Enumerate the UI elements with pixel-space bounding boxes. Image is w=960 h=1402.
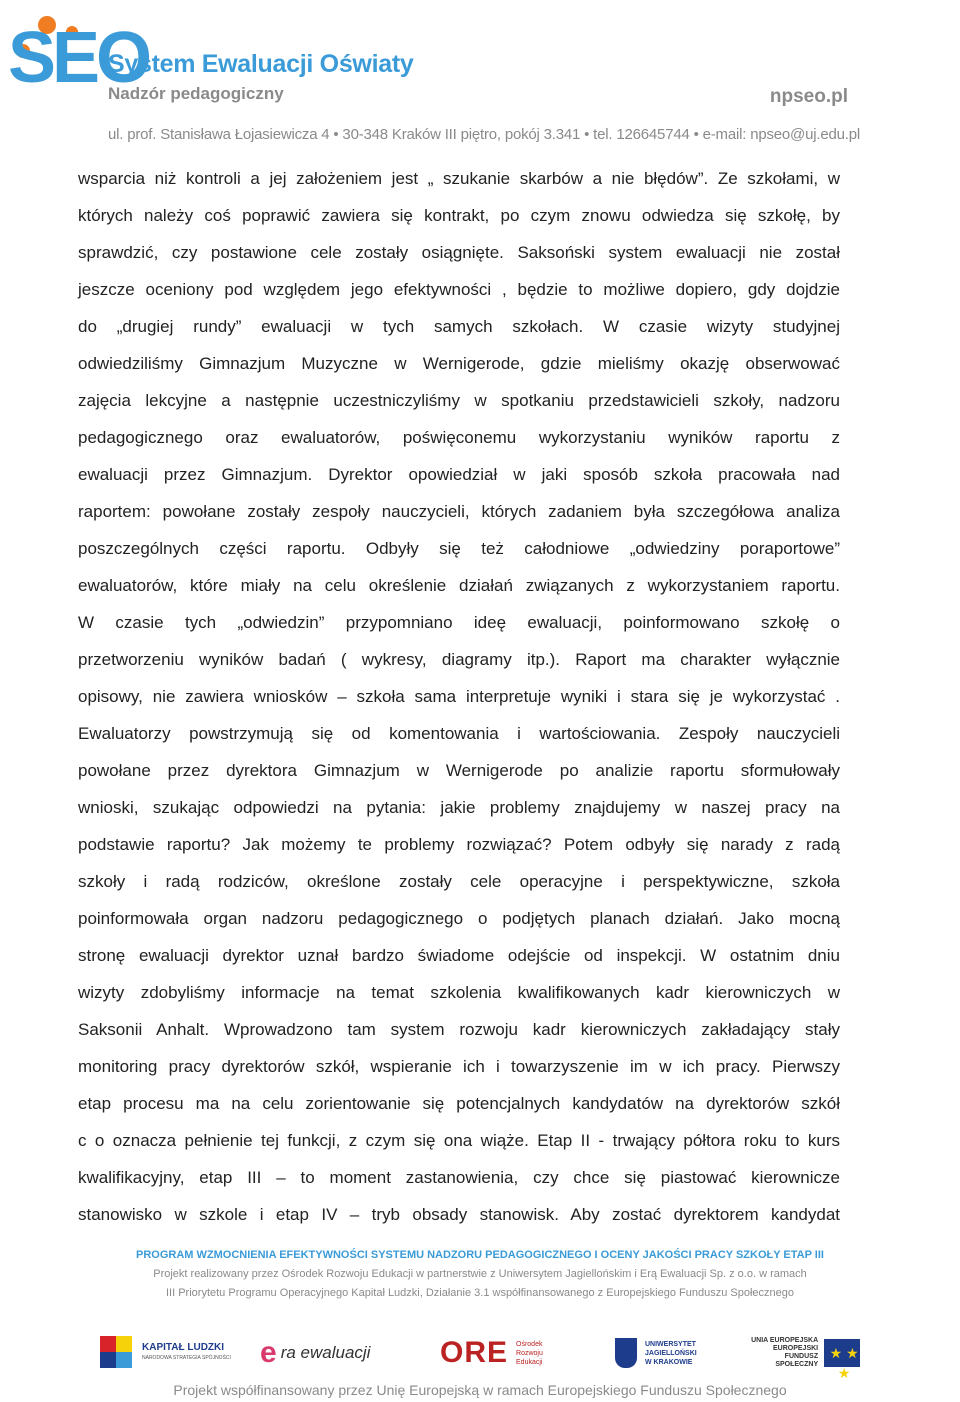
logo-text: SEO <box>8 18 149 98</box>
body-line: których należy coś poprawić zawiera się kontrakt, po czym znowu odwiedza się szkołę, by <box>78 206 840 225</box>
ore-text: ORE <box>440 1336 509 1369</box>
body-line: kwalifikacyjny, etap III – to moment zastanowienia, czy chce się piastować kierownicze <box>78 1168 840 1187</box>
eu-text: FUNDUSZ SPOŁECZNY <box>775 1353 819 1368</box>
eu-text: UNIA EUROPEJSKA <box>751 1337 819 1344</box>
eu-stars: ★ ★ ★ <box>829 1345 859 1381</box>
kapital-ludzki-icon <box>100 1336 134 1370</box>
uj-text: UNIWERSYTET <box>645 1340 696 1348</box>
ore-logo <box>440 1330 543 1376</box>
kl-title: KAPITAŁ LUDZKI <box>142 1342 225 1353</box>
body-line: stanowisko w szkole i etap IV – tryb obsady stanowisk. Aby zostać dyrektorem kandydat <box>78 1205 840 1224</box>
body-line: W czasie tych „odwiedzin” przypomniano ideę ewaluacji, poinformowano szkołę o <box>78 613 840 632</box>
eu-flag-icon <box>824 1339 860 1381</box>
address-line: ul. prof. Stanisława Łojasiewicza 4 • 30-348 Kraków III piętro, pokój 3.341 • tel. 126645744 • e-mail: npseo@uj.edu.pl <box>108 126 860 143</box>
brand-subtitle: Nadzór pedagogiczny <box>108 84 284 103</box>
body-line: odwiedziliśmy Gimnazjum Muzyczne w Wernigerode, gdzie mieliśmy okazję obserwować <box>78 354 840 373</box>
page-header <box>0 0 960 150</box>
uj-crest-icon <box>615 1338 637 1368</box>
body-line: Saksonii Anhalt. Wprowadzono tam system rozwoju kadr kierowniczych zakładający stały <box>78 1020 840 1039</box>
body-line: do „drugiej rundy” ewaluacji w tych samych szkołach. W czasie wizyty studyjnej <box>78 317 840 336</box>
ore-sub: Rozwoju <box>516 1349 543 1357</box>
body-line: przetworzeniu wyników badań ( wykresy, diagramy itp.). Raport ma charakter wyłącznie <box>78 650 840 669</box>
eu-logo <box>748 1330 860 1381</box>
footer-project: Projekt realizowany przez Ośrodek Rozwoju Edukacji w partnerstwie z Uniwersytem Jagiellońskim i Erą Ewaluacji Sp. z o.o. w ramach <box>153 1268 807 1280</box>
ore-sub: Ośrodek <box>516 1340 543 1348</box>
body-line: szkoły i radą rodziców, określone zostały cele operacyjne i perspektywiczne, szkoła <box>78 872 840 891</box>
footer-info <box>0 1246 960 1303</box>
body-line: pedagogicznego oraz ewaluatorów, poświęconemu wykorzystaniu wyników raportu z <box>78 428 840 447</box>
body-line: etap procesu ma na celu zorientowanie się potencjalnych kandydatów na dyrektorów szkół <box>78 1094 840 1113</box>
body-line: wnioski, szukając odpowiedzi na pytania: jakie problemy znajdujemy w naszej pracy na <box>78 798 840 817</box>
partner-logos <box>100 1330 860 1381</box>
brand-title: System Ewaluacji Oświaty <box>108 50 414 78</box>
body-line: monitoring pracy dyrektorów szkół, wspieranie ich i towarzyszenie im w ich pracy. Pierwszy <box>78 1057 840 1076</box>
uj-text: W KRAKOWIE <box>645 1358 693 1366</box>
body-line: poszczególnych części raportu. Odbyły się też całodniowe „odwiedziny poraportowe” <box>78 539 840 558</box>
body-line: poinformowała organ nadzoru pedagogicznego o podjętych planach działań. Jako mocną <box>78 909 840 928</box>
body-line: stronę ewaluacji dyrektor uznał bardzo świadome odejście od inspekcji. W ostatnim dniu <box>78 946 840 965</box>
site-url[interactable]: npseo.pl <box>769 86 848 107</box>
era-text: ra ewaluacji <box>280 1343 371 1362</box>
body-line: zajęcia lekcyjne a następnie uczestniczyliśmy w spotkaniu przedstawicieli szkoły, nadzoru <box>78 391 840 410</box>
footer-closing: Projekt współfinansowany przez Unię Europejską w ramach Europejskiego Funduszu Społecznego <box>173 1382 787 1398</box>
body-line: jeszcze oceniony pod względem jego efektywności , będzie to możliwe dopiero, gdy dojdzie <box>78 280 840 299</box>
body-line: ewaluatorów, które miały na celu określenie działań związanych z wykorzystaniem raportu. <box>78 576 840 595</box>
body-line: sprawdzić, czy postawione cele zostały osiągnięte. Saksoński system ewaluacji nie został <box>78 243 840 262</box>
kapital-ludzki-logo <box>100 1330 231 1376</box>
body-line: Ewaluatorzy powstrzymują się od komentowania i wartościowania. Zespoły nauczycieli <box>78 724 840 743</box>
body-line: raportem: powołane zostały zespoły nauczycieli, których zadaniem była szczegółowa analiza <box>78 502 840 521</box>
body-line: wizyty zdobyliśmy informacje na temat szkolenia kwalifikowanych kadr kierowniczych w <box>78 983 840 1002</box>
footer-program: PROGRAM WZMOCNIENIA EFEKTYWNOŚCI SYSTEMU NADZORU PEDAGOGICZNEGO I OCENY JAKOŚCI PRACY SZKOŁY ETAP III <box>136 1249 824 1261</box>
body-line: powołane przez dyrektora Gimnazjum w Wernigerode po analizie raportu sformułowały <box>78 761 840 780</box>
uj-text: JAGIELLOŃSKI <box>645 1349 697 1357</box>
era-mark: e <box>260 1336 277 1369</box>
body-line: ewaluacji przez Gimnazjum. Dyrektor opowiedział w jaki sposób szkoła pracowała nad <box>78 465 840 484</box>
body-line: opisowy, nie zawiera wniosków – szkoła sama interpretuje wyniki i stara się je wykorzystać . <box>78 687 840 706</box>
uj-logo <box>615 1330 697 1376</box>
body-line: podstawie raportu? Jak możemy te problemy rozwiązać? Potem odbyły się narady z radą <box>78 835 840 854</box>
seo-logo <box>8 14 149 118</box>
kl-subtitle: NARODOWA STRATEGIA SPÓJNOŚCI <box>142 1355 231 1361</box>
ore-sub: Edukacji <box>516 1358 543 1366</box>
era-ewaluacji-logo <box>260 1330 370 1376</box>
body-line: c o oznacza pełnienie tej funkcji, z czym się ona wiąże. Etap II - trwający półtora roku to kurs <box>78 1131 840 1150</box>
eu-text: EUROPEJSKI <box>773 1345 819 1352</box>
document-body <box>78 160 840 1233</box>
footer-priority: III Priorytetu Programu Operacyjnego Kapitał Ludzki, Działanie 3.1 współfinansowanego z Europejskiego Funduszu Społecznego <box>166 1287 794 1299</box>
body-line: wsparcia niż kontroli a jej założeniem jest „ szukanie skarbów a nie błędów”. Ze szkołami, w <box>78 169 840 188</box>
